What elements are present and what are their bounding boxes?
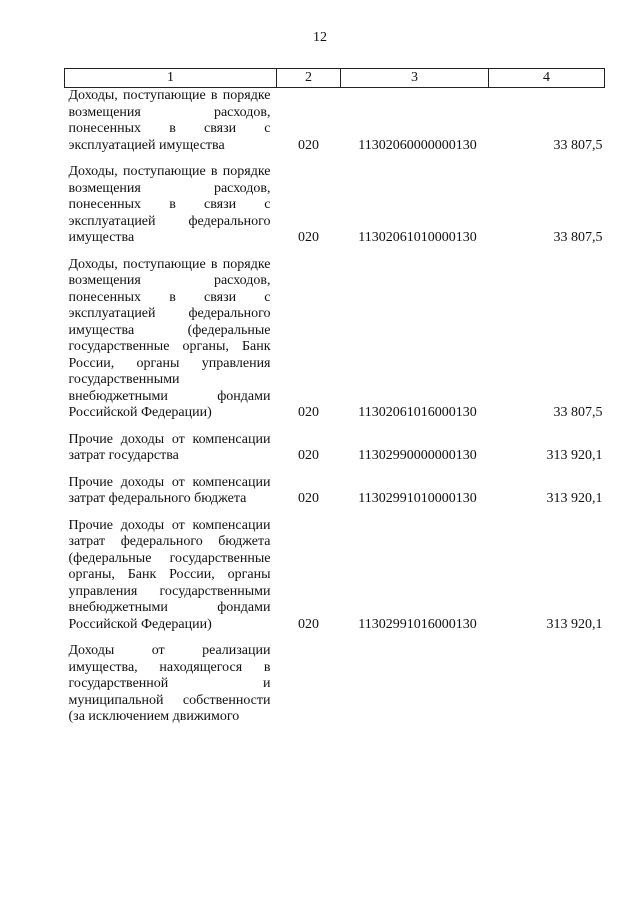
revenue-name: Прочие доходы от компенсации затрат государства (68, 431, 271, 463)
column-header-2: 2 (277, 69, 341, 88)
amount: 313 920,1 (546, 448, 603, 463)
revenue-table (64, 68, 605, 726)
classification-code: 11302991010000130 (358, 491, 477, 506)
revenue-name: Доходы, поступающие в порядке возмещения расходов, понесенных в связи с эксплуатацией федерального имущества (68, 164, 271, 245)
table-row (65, 633, 605, 726)
classification-code: 11302061016000130 (358, 405, 477, 420)
table-row (65, 154, 605, 247)
amount: 313 920,1 (546, 491, 603, 506)
amount: 33 807,5 (553, 405, 603, 420)
revenue-name: Доходы, поступающие в порядке возмещения расходов, понесенных в связи с эксплуатацией имущества (68, 88, 271, 153)
admin-code: 020 (298, 230, 319, 245)
amount: 33 807,5 (553, 137, 603, 153)
table-row (65, 465, 605, 508)
admin-code: 020 (298, 137, 319, 153)
revenue-name: Доходы от реализации имущества, находящегося в государственной и муниципальной собственности (за исключением движимого (68, 643, 271, 724)
amount: 313 920,1 (546, 616, 603, 632)
table-header-row (65, 69, 605, 88)
classification-code: 11302061010000130 (358, 230, 477, 245)
table-row (65, 88, 605, 155)
revenue-name: Доходы, поступающие в порядке возмещения расходов, понесенных в связи с эксплуатацией федерального имущества (федеральные государственные органы, Банк России, органы управления государственными внебюджетными фондами Российской Федерации) (68, 256, 271, 420)
table-row (65, 422, 605, 465)
table-row (65, 508, 605, 634)
admin-code: 020 (298, 616, 319, 632)
revenue-name: Прочие доходы от компенсации затрат федерального бюджета (федеральные государственные органы, Банк России, органы управления государственными внебюджетными фондами Российской Федерации) (68, 517, 271, 632)
column-header-4: 4 (489, 69, 605, 88)
page-number: 12 (313, 30, 327, 45)
classification-code: 11302991016000130 (358, 616, 477, 632)
admin-code (277, 633, 341, 726)
classification-code (341, 633, 489, 726)
amount: 33 807,5 (553, 230, 603, 245)
admin-code: 020 (298, 405, 319, 420)
admin-code: 020 (298, 448, 319, 463)
column-header-1: 1 (65, 69, 277, 88)
amount (489, 633, 605, 726)
column-header-3: 3 (341, 69, 489, 88)
revenue-name: Прочие доходы от компенсации затрат федерального бюджета (68, 474, 271, 506)
table-row (65, 247, 605, 422)
classification-code: 11302990000000130 (358, 448, 477, 463)
classification-code: 11302060000000130 (358, 137, 477, 153)
admin-code: 020 (298, 491, 319, 506)
